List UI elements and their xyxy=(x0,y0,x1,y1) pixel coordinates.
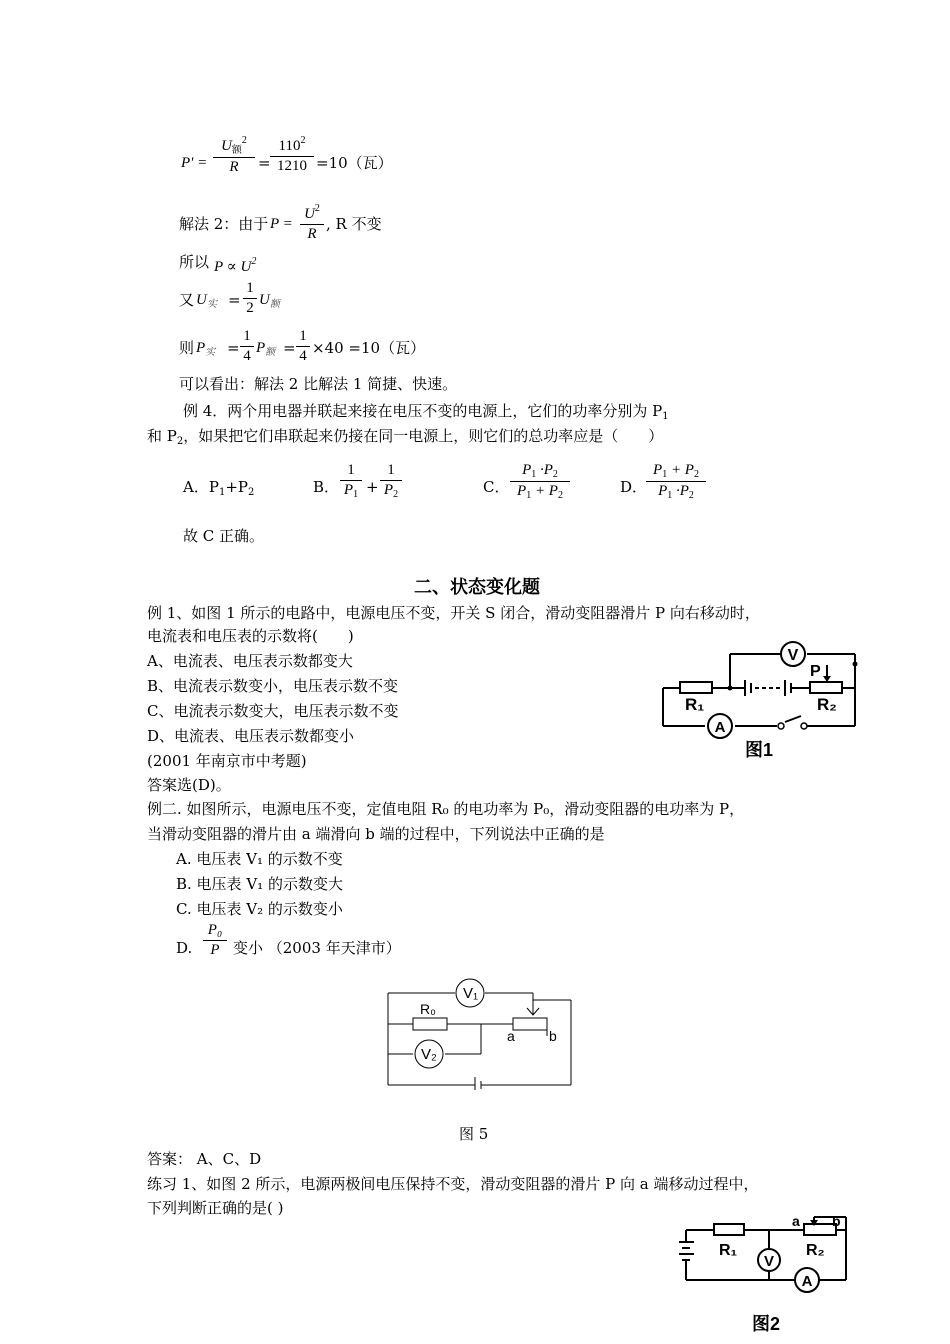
r0-label: R₀ xyxy=(420,1001,436,1017)
sol2-line4-p xyxy=(196,338,215,363)
end-b-label: b xyxy=(832,1213,841,1229)
fig1-caption: 图1 xyxy=(745,740,774,760)
s1: 1 xyxy=(218,487,226,498)
ex4-option-a xyxy=(183,477,254,503)
p: P xyxy=(256,340,266,356)
den-r: R xyxy=(229,159,239,175)
ex1-option-b: B、电流表示数变小，电压表示数不变 xyxy=(147,677,399,695)
num-1: 1 xyxy=(246,280,254,296)
p: P xyxy=(196,340,206,356)
den-2: 2 xyxy=(246,300,254,316)
formula-lhs: P' = xyxy=(181,155,208,171)
option-b-frac1: 1 $P_1$ xyxy=(340,462,362,500)
sol2-line3-lead: 又 xyxy=(179,291,195,309)
circuit-figure-1 xyxy=(655,640,865,765)
sub-shi: 实 xyxy=(205,347,216,358)
ex1-option-d: D、电流表、电压表示数都变小 xyxy=(147,727,355,745)
ex2-option-c: C. 电压表 V₂ 的示数变小 xyxy=(176,900,343,918)
ex1-line1: 例 1、如图 1 所示的电路中，电源电压不变，开关 S 闭合，滑动变阻器滑片 P 向右移动时， xyxy=(147,604,760,622)
ex1-source: (2001 年南京市中考题) xyxy=(147,752,307,770)
num-110: 110 xyxy=(278,138,301,154)
ammeter-label: A xyxy=(714,719,726,736)
fraction-bar xyxy=(243,298,257,299)
fraction-bar xyxy=(296,346,310,347)
option-b-frac2: 1 $P_2$ xyxy=(380,462,402,500)
ex2-option-d-tail: 变小 （2003 年天津市） xyxy=(233,939,401,957)
sup-2: 2 xyxy=(251,256,257,267)
ex4-option-c-label: C． xyxy=(483,478,510,496)
text-a: 和 P xyxy=(147,427,177,445)
sol2-rest: , R 不变 xyxy=(326,215,382,233)
voltmeter-label: V xyxy=(787,647,799,664)
option-c-frac: $P_1 \cdot P_2$ $P_1 + P_2$ xyxy=(510,462,570,501)
sol2-line3-eq: = xyxy=(228,291,241,309)
r1-label: R₁ xyxy=(719,1242,738,1259)
sol2-line4-tail: ×40 =10（瓦） xyxy=(312,339,426,357)
fraction-bar xyxy=(240,346,254,347)
sol2-line2-math xyxy=(214,252,256,277)
a: A．P xyxy=(183,478,219,496)
ex2-option-d-frac xyxy=(203,922,227,959)
equals-3: = xyxy=(283,339,296,357)
den-1210: 1210 xyxy=(277,158,307,174)
u: U xyxy=(259,292,270,308)
sub-e: 额 xyxy=(265,347,276,358)
den-r: R xyxy=(307,226,317,242)
sol2-line3-tail xyxy=(259,290,280,315)
v1-label: V₁ xyxy=(463,985,479,1002)
plus-sign: + xyxy=(366,478,379,496)
end-a-label: a xyxy=(507,1028,515,1044)
ex4-line2 xyxy=(147,426,663,452)
fraction-bar xyxy=(300,224,324,225)
den-4: 4 xyxy=(299,348,307,364)
sub-e: 额 xyxy=(269,299,280,310)
sol2-line3-u xyxy=(196,290,217,315)
fraction-quarter xyxy=(240,328,254,365)
sup-2: 2 xyxy=(314,203,320,214)
sol2-line4-lead: 则 xyxy=(179,339,195,357)
num-1: 1 xyxy=(243,328,251,344)
ex2-answer: 答案： A、C、D xyxy=(147,1150,262,1168)
s2: 2 xyxy=(247,487,255,498)
sol2-fraction xyxy=(300,203,324,243)
ex1-option-c: C、电流表示数变大，电压表示数不变 xyxy=(147,702,399,720)
sub-e: 额 xyxy=(231,145,242,156)
r2-label: R₂ xyxy=(817,695,837,714)
sol2-label: 解法 2：由于 xyxy=(179,215,269,233)
fraction-quarter-2 xyxy=(296,328,310,365)
ex4-option-d-label: D． xyxy=(620,478,648,496)
equals-2: = xyxy=(227,339,240,357)
circuit-figure-2 xyxy=(674,1212,854,1337)
den-p: P xyxy=(210,942,220,958)
end-b-label: b xyxy=(549,1028,557,1044)
ex2-line1: 例二. 如图所示，电源电压不变，定值电阻 R₀ 的电功率为 P₀，滑动变阻器的电功率为 P， xyxy=(147,800,745,818)
r1-label: R₁ xyxy=(685,695,705,714)
prac1-line1: 练习 1、如图 2 所示，电源两极间电压保持不变，滑动变阻器的滑片 P 向 a 端移动过程中， xyxy=(147,1175,759,1193)
ex4-answer: 故 C 正确。 xyxy=(183,527,265,545)
fraction-bar xyxy=(203,940,227,941)
num-u: U xyxy=(304,206,315,222)
equals-1: = xyxy=(258,154,271,172)
ex2-option-d-lead: D. xyxy=(176,939,193,957)
slider-p-label: P xyxy=(810,663,821,680)
text-b: ，如果把它们串联起来仍接在同一电源上，则它们的总功率应是（ ） xyxy=(183,427,664,445)
sub-1: 1 xyxy=(662,411,669,422)
ex4-line1 xyxy=(183,401,669,427)
v2-label: V₂ xyxy=(421,1046,437,1063)
ex2-option-b: B. 电压表 V₁ 的示数变大 xyxy=(176,875,343,893)
sub-shi: 实 xyxy=(206,299,217,310)
sup-2b: 2 xyxy=(300,135,306,146)
num-u: U xyxy=(221,138,232,154)
sol2-line4-p2 xyxy=(256,338,275,363)
ex2-line2: 当滑动变阻器的滑片由 a 端滑向 b 端的过程中，下列说法中正确的是 xyxy=(147,825,605,843)
mid: +P xyxy=(225,478,248,496)
voltmeter-label: V xyxy=(763,1253,775,1270)
result-10w: =10（瓦） xyxy=(316,154,393,172)
ex1-option-a: A、电流表、电压表示数都变大 xyxy=(147,652,353,670)
fraction-bar xyxy=(213,157,255,158)
ex4-option-b-label: B． xyxy=(313,478,340,496)
sol2-conclusion: 可以看出：解法 2 比解法 1 简捷、快速。 xyxy=(179,375,458,393)
section-title: 二、状态变化题 xyxy=(414,577,540,598)
u: U xyxy=(196,292,207,308)
fig2-caption: 图2 xyxy=(752,1314,781,1334)
ex1-line2: 电流表和电压表的示数将( ) xyxy=(147,627,354,645)
ammeter-label: A xyxy=(801,1273,813,1290)
prac1-line2: 下列判断正确的是( ) xyxy=(147,1199,284,1217)
fraction-110-over-1210 xyxy=(270,135,314,175)
num-p0: P₀ xyxy=(207,922,223,938)
ex2-option-a: A. 电压表 V₁ 的示数不变 xyxy=(176,850,343,868)
fraction-bar xyxy=(270,156,314,157)
num-1: 1 xyxy=(299,328,307,344)
fraction-u-over-r xyxy=(213,135,255,176)
end-a-label: a xyxy=(792,1213,800,1229)
den-4: 4 xyxy=(243,348,251,364)
sol2-p: P = xyxy=(270,216,293,232)
ex1-answer: 答案选(D)。 xyxy=(147,776,231,794)
fig5-caption: 图 5 xyxy=(459,1125,489,1143)
math-text: P ∝ U xyxy=(214,259,252,275)
r2-label: R₂ xyxy=(806,1242,825,1259)
sub-2: 2 xyxy=(176,436,184,447)
fraction-half xyxy=(243,280,257,317)
option-d-frac: $P_1 + P_2$ $P_1 \cdot P_2$ xyxy=(646,462,706,501)
text: 例 4．两个用电器并联起来接在电压不变的电源上，它们的功率分别为 P xyxy=(183,402,663,420)
circuit-figure-5 xyxy=(383,978,578,1090)
sol2-line2-lead: 所以 xyxy=(179,253,210,271)
sup-2: 2 xyxy=(241,135,247,146)
